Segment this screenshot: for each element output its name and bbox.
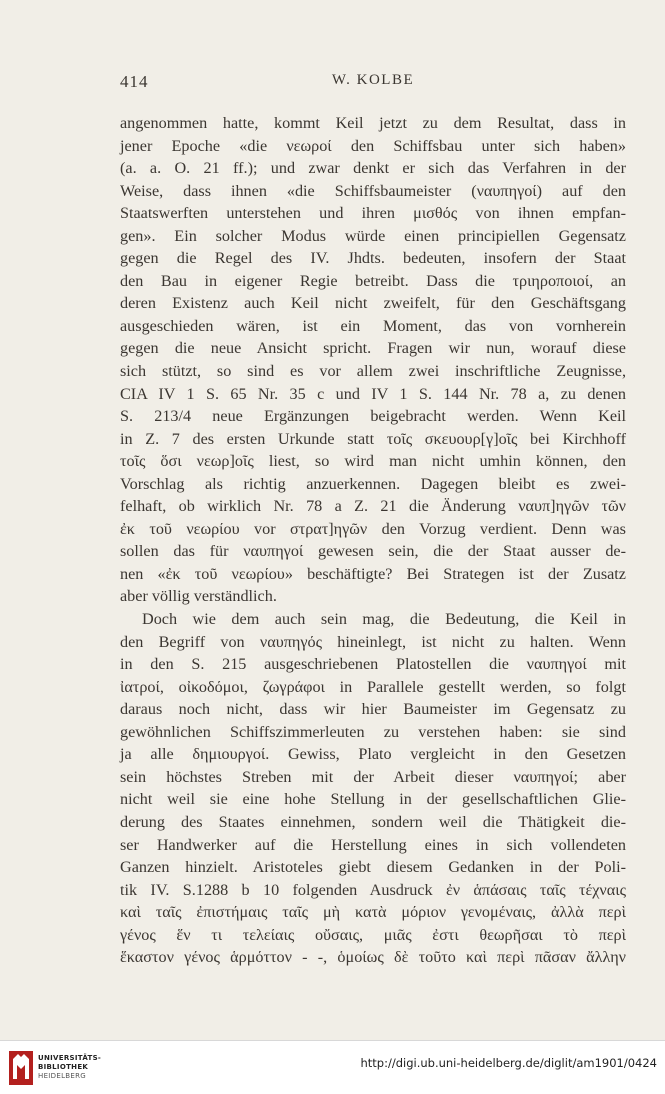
text-line: gegen die Regel des IV. Jhdts. bedeuten, insofern der Staat [120,249,626,268]
text-line: sollen das für ναυπηγοί gewesen sein, die der Staat ausser de- [120,542,626,561]
text-line: sein höchstes Streben mit der Arbeit dieser ναυπηγοί; aber [120,767,626,786]
text-line: ser Handwerker auf die Herstellung eines in sich vollendeten [120,835,626,854]
text-line: Weise, dass ihnen «die Schiffsbaumeister (ναυπηγοί) auf den [120,181,626,200]
page-number: 414 [120,72,149,91]
body-text [120,112,626,969]
text-line: tik IV. S.1288 b 10 folgenden Ausdruck ἐν ἁπάσαις ταῖς τέχναις [120,880,626,899]
text-line: S. 213/4 neue Ergänzungen beigebracht werden. Wenn Keil [120,407,626,426]
text-line: τοῖς ὅσι νεωρ]οῖς liest, so wird man nicht umhin können, den [120,452,626,471]
text-line: nicht weil sie eine hohe Stellung in der gesellschaftlichen Glie- [120,790,626,809]
text-line: daraus noch nicht, dass wir hier Baumeister im Gegensatz zu [120,700,626,719]
text-line: Doch wie dem auch sein mag, die Bedeutung, die Keil in [142,610,626,629]
text-line: Ganzen hinzielt. Aristoteles giebt diesem Gedanken in der Poli- [120,858,626,877]
text-line: gewöhnlichen Schiffszimmerleuten zu verstehen haben: sie sind [120,722,626,741]
text-line: den Begriff von ναυπηγός hineinlegt, ist nicht zu halten. Wenn [120,632,626,651]
text-line: ἐκ τοῦ νεωρίου vor στρατ]ηγῶν den Vorzug verdient. Denn was [120,519,626,538]
text-line: καὶ ταῖς ἐπιστήμαις ταῖς μὴ κατὰ μόριον γενομέναις, ἀλλὰ περὶ [120,903,626,922]
text-line: γένος ἕν τι τελείαις οὔσαις, μιᾶς ἐστι θεωρῆσαι τὸ περὶ [120,925,626,944]
text-line: deren Existenz auch Keil nicht zweifelt, für den Geschäftsgang [120,294,626,313]
library-name-line: UNIVERSITÄTS- [38,1054,102,1062]
university-library-logo-icon [9,1051,33,1085]
library-name-line: HEIDELBERG [38,1072,86,1080]
text-line: felhaft, ob wirklich Nr. 78 a Z. 21 die Änderung ναυπ]ηγῶν τῶν [120,497,626,516]
library-name-line: BIBLIOTHEK [38,1063,89,1071]
text-line: nen «ἐκ τοῦ νεωρίου» beschäftigte? Bei Strategen ist der Zusatz [120,564,626,583]
text-line: CIA IV 1 S. 65 Nr. 35 c und IV 1 S. 144 Nr. 78 a, zu denen [120,384,626,403]
text-line: (a. a. O. 21 ff.); und zwar denkt er sich das Verfahren in der [120,159,626,178]
page-header [120,72,626,96]
text-line: ἕκαστον γένος ἁρμόττον - -, ὁμοίως δὲ τοῦτο καὶ περὶ πᾶσαν ἄλλην [120,948,626,967]
text-line: Vorschlag als richtig anzuerkennen. Dagegen bleibt es zwei- [120,474,626,493]
text-line: gegen die neue Ansicht spricht. Fragen wir nun, worauf diese [120,339,626,358]
text-line: ἰατροί, οἰκοδόμοι, ζωγράφοι in Parallele gestellt werden, so folgt [120,677,626,696]
text-line: den Bau in eigener Regie betreibt. Dass die τριηροποιοί, an [120,271,626,290]
text-line: ausgeschieden wären, ist ein Moment, das von vornherein [120,316,626,335]
text-line: sich stützt, so sind es vor allem zwei inschriftliche Zeugnisse, [120,362,626,381]
text-line: in Z. 7 des ersten Urkunde statt τοῖς σκευουρ[γ]οῖς bei Kirchhoff [120,429,626,448]
text-line: derung des Staates einnehmen, sondern weil die Thätigkeit die- [120,812,626,831]
text-line: ja alle δημιουργοί. Gewiss, Plato vergleicht in den Gesetzen [120,745,626,764]
text-line: jener Epoche «die νεωροί den Schiffsbau unter sich haben» [120,136,626,155]
text-line: gen». Ein solcher Modus würde einen principiellen Gegensatz [120,226,626,245]
text-line: aber völlig verständlich. [120,587,277,606]
running-head: W. KOLBE [331,72,415,88]
text-line: in den S. 215 ausgeschriebenen Platostellen die ναυπηγοί mit [120,655,626,674]
text-line: angenommen hatte, kommt Keil jetzt zu dem Resultat, dass in [120,114,626,132]
footer-bar [0,1040,665,1094]
source-url-link[interactable]: http://digi.ub.uni-heidelberg.de/diglit/am1901/0424 [360,1056,657,1070]
library-name [38,1054,101,1081]
text-line: Staatswerften unterstehen und ihren μισθός von ihnen empfan- [120,204,626,223]
